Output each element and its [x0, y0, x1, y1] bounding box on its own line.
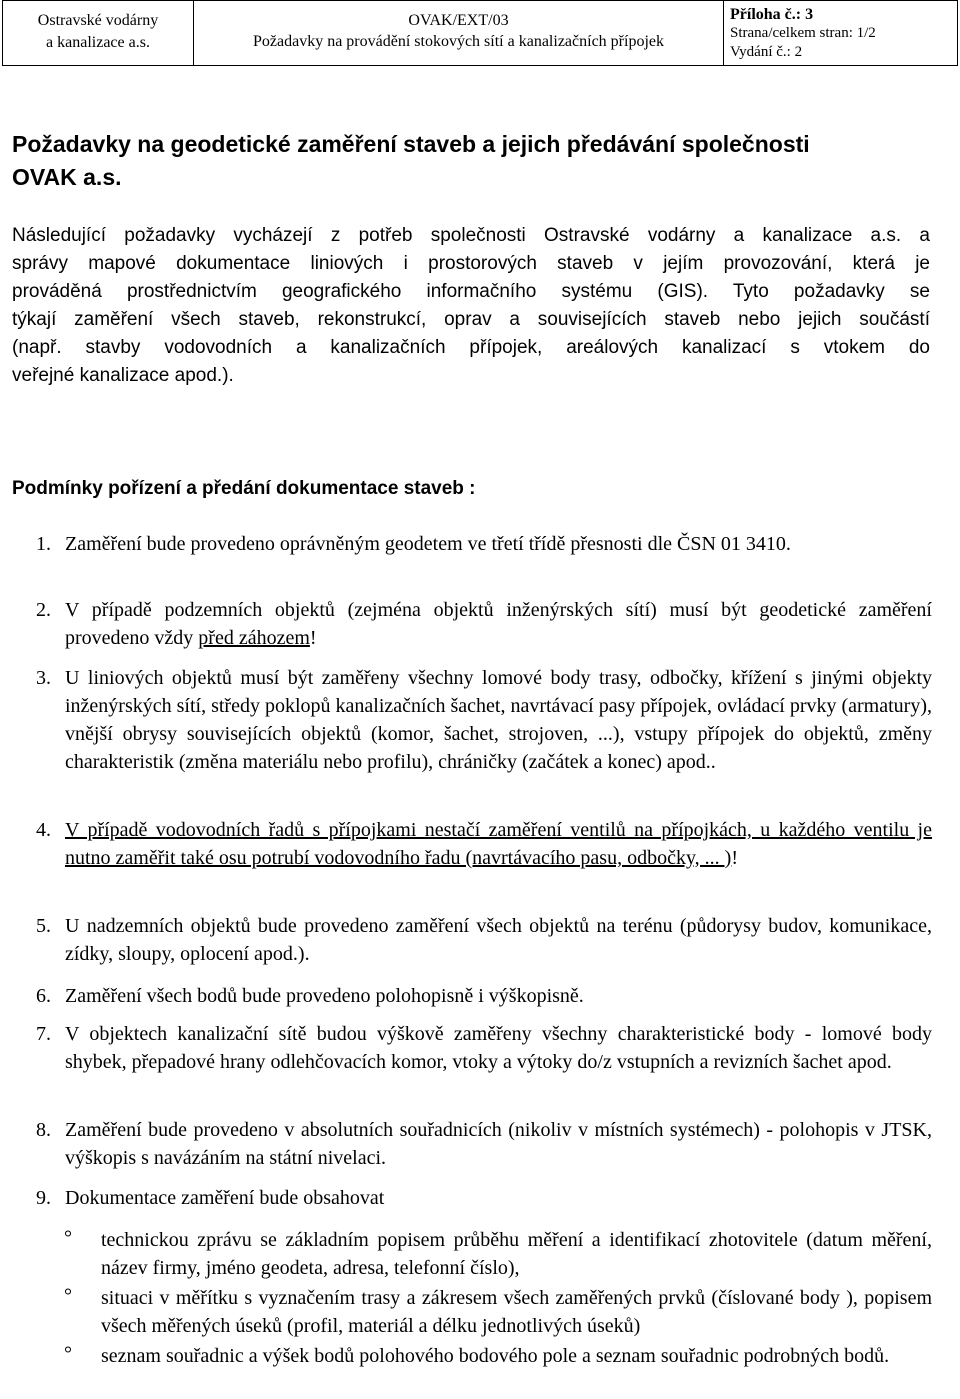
list-item [36, 1116, 932, 1172]
list-item [36, 1020, 932, 1076]
document-header [2, 0, 958, 66]
document-name: Požadavky na provádění stokových sítí a kanalizačních přípojek [253, 33, 664, 50]
list-item-text: U nadzemních objektů bude provedeno zaměření všech objektů na terénu (půdorysy budov, komunikace, zídky, sloupy, oplocení apod.). [65, 915, 932, 965]
section-heading: Podmínky pořízení a předání dokumentace staveb : [12, 478, 476, 499]
intro-line: Následující požadavky vycházejí z potřeb společnosti Ostravské vodárny a kanalizace a.s. a [12, 225, 930, 246]
document-title-cell [194, 1, 724, 65]
list-item-text-part: V případě podzemních objektů (zejména objektů inženýrských sítí) musí být geodetické zaměření provedeno vždy [65, 599, 932, 649]
list-item [36, 816, 932, 872]
intro-line: správy mapové dokumentace liniových i prostorových staveb v jejím provozování, která je [12, 253, 930, 274]
list-item-text: V objektech kanalizační sítě budou výškově zaměřeny všechny charakteristické body - lomové body shybek, přepadové hrany odlehčovacích komor, vtoky a výtoky do/z vstupních a revizních šachet apod. [65, 1023, 932, 1073]
bullet-icon: ° [64, 1285, 72, 1307]
intro-line: (např. stavby vodovodních a kanalizačních přípojek, areálových kanalizací s vtokem do [12, 337, 930, 358]
list-item-text: Zaměření všech bodů bude provedeno polohopisně i výškopisně. [65, 985, 584, 1007]
list-item [36, 982, 932, 1010]
list-item-number: 9. [36, 1187, 51, 1209]
list-item-text: U liniových objektů musí být zaměřeny všechny lomové body trasy, odbočky, křížení s jinými objekty inženýrských sítí, středy poklopů kanalizačních šachet, navrtávací pasy přípojek, ovládací prvky (armatury), vnější obrysy souvisejících objektů (komor, šachet, strojoven, ...), vstupy přípojek do objektů, změny charakteristik (změna materiálu nebo profilu), chráničky (začátek a konec) apod.. [65, 667, 932, 773]
list-item-number: 8. [36, 1119, 51, 1141]
page-title-line1: Požadavky na geodetické zaměření staveb a jejich předávání společnosti [12, 131, 810, 157]
list-item-number: 4. [36, 819, 51, 841]
bullet-text: situaci v měřítku s vyznačením trasy a zákresem všech zaměřených prvků (číslované body ), popisem všech měřených úseků (profil, materiál a délku jednotlivých úseků) [101, 1287, 932, 1337]
bullet-text: seznam souřadnic a výšek bodů polohového bodového pole a seznam souřadnic podrobných bodů. [101, 1345, 890, 1367]
list-item-text: Zaměření bude provedeno oprávněným geodetem ve třetí třídě přesnosti dle ČSN 01 3410. [65, 533, 791, 555]
intro-line: prováděná prostřednictvím geografického informačního systému (GIS). Tyto požadavky se [12, 281, 930, 302]
underlined-text: V případě vodovodních řadů s přípojkami nestačí zaměření ventilů na přípojkách, u každého ventilu je nutno zaměřit také osu potrubí vodovodního řadu (navrtávacího pasu, odbočky, ... ) [65, 819, 932, 869]
page-title-line2: OVAK a.s. [12, 164, 122, 190]
company-name-line1: Ostravské vodárny [37, 12, 159, 29]
list-item-number: 2. [36, 599, 51, 621]
list-item-text: Dokumentace zaměření bude obsahovat [65, 1187, 385, 1209]
list-item [36, 1184, 932, 1212]
underlined-text: před záhozem [198, 627, 310, 649]
list-item [36, 664, 932, 776]
list-item-text [65, 816, 932, 872]
page-count: Strana/celkem stran: 1/2 [730, 25, 876, 41]
company-name-line2: a kanalizace a.s. [46, 34, 150, 51]
list-item-text: Zaměření bude provedeno v absolutních souřadnicích (nikoliv v místních systémech) - polohopis v JTSK, výškopis s navázáním na státní nivelaci. [65, 1119, 932, 1169]
bullet-item [64, 1284, 932, 1340]
bullet-icon: ° [64, 1227, 72, 1249]
list-item-number: 3. [36, 667, 51, 689]
list-item-number: 5. [36, 915, 51, 937]
list-item-text-part: ! [309, 627, 317, 649]
bullet-item [64, 1226, 932, 1282]
annex-number: Příloha č.: 3 [730, 6, 814, 23]
intro-paragraph [12, 222, 930, 390]
edition-number: Vydání č.: 2 [730, 44, 803, 60]
list-item [36, 912, 932, 968]
list-item-number: 6. [36, 985, 51, 1007]
list-item-number: 7. [36, 1023, 51, 1045]
list-item-text-part: ! [731, 847, 738, 869]
list-item [36, 530, 932, 558]
intro-line: veřejné kanalizace apod.). [12, 365, 234, 386]
bullet-text: technickou zprávu se základním popisem průběhu měření a identifikací zhotovitele (datum měření, název firmy, jméno geodeta, adresa, telefonní číslo), [101, 1229, 932, 1279]
list-item [36, 596, 932, 652]
list-item-text [65, 596, 932, 652]
bullet-item [64, 1342, 932, 1370]
document-code: OVAK/EXT/03 [408, 12, 509, 29]
bullet-icon: ° [64, 1343, 72, 1365]
intro-line: týkají zaměření všech staveb, rekonstrukcí, oprav a souvisejících staveb nebo jejich součástí [12, 309, 930, 330]
list-item-number: 1. [36, 533, 51, 555]
document-info-cell [724, 1, 957, 65]
company-cell [3, 1, 194, 65]
page-title [12, 128, 942, 194]
